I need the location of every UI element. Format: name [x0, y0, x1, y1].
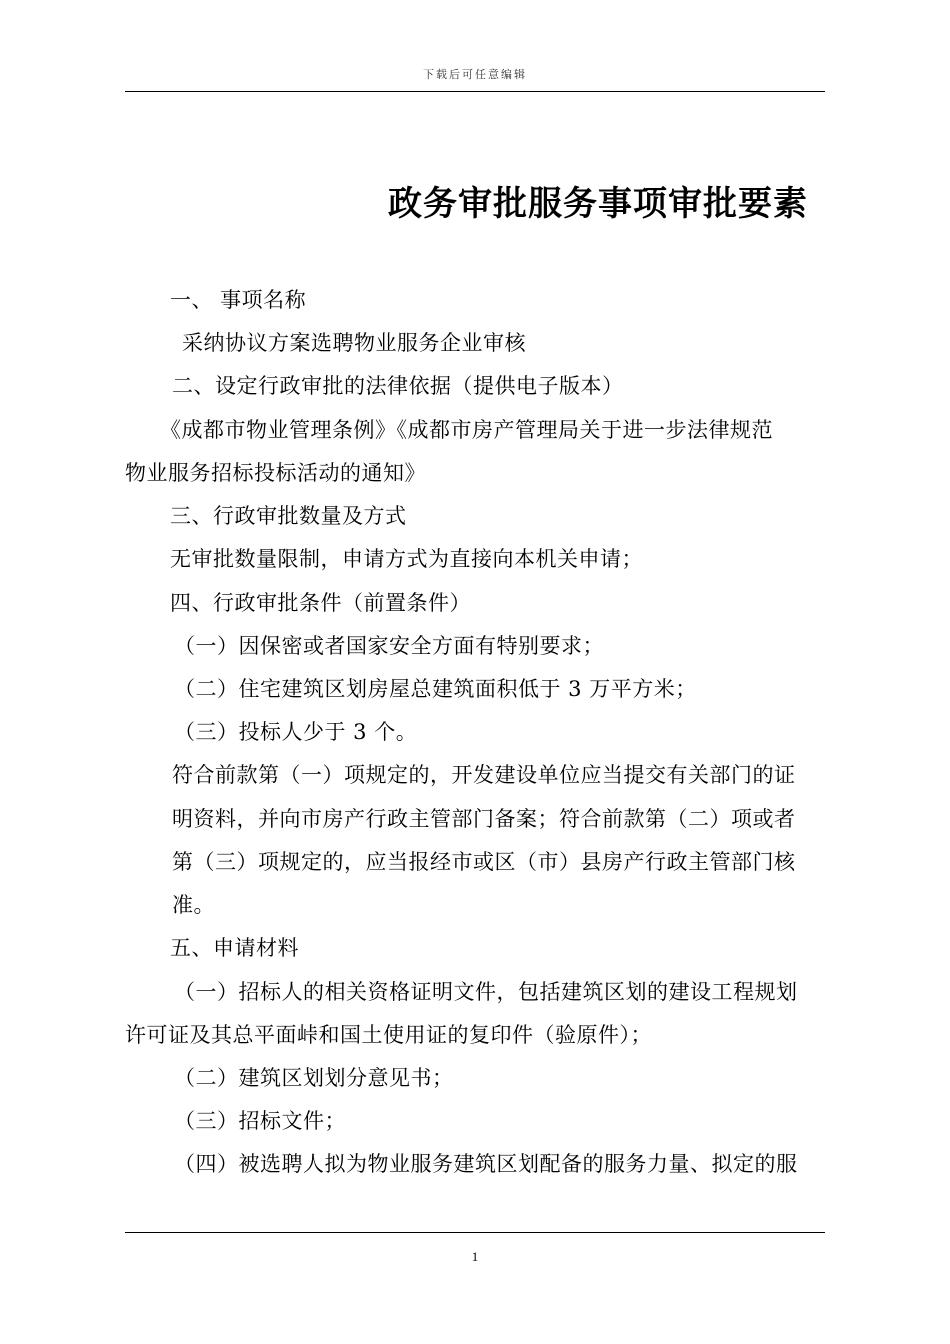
section-heading-item-name: 一、 事项名称	[170, 288, 307, 312]
condition-note-line-4: 准。	[172, 893, 215, 917]
header-note: 下载后可任意编辑	[423, 68, 527, 81]
item-name-text: 采纳协议方案选聘物业服务企业审核	[182, 331, 526, 355]
section-heading-quantity-method: 三、行政审批数量及方式	[170, 504, 407, 528]
document-title: 政务审批服务事项审批要素	[388, 184, 808, 224]
section-heading-legal-basis: 二、设定行政审批的法律依据（提供电子版本）	[172, 374, 624, 398]
page-number: 1	[471, 1249, 479, 1264]
condition-note-line-2: 明资料，并向市房产行政主管部门备案；符合前款第（二）项或者	[172, 807, 796, 831]
material-item-1-line-2: 许可证及其总平面峠和国土使用证的复印件（验原件）；	[125, 1023, 652, 1047]
quantity-method-text: 无审批数量限制，申请方式为直接向本机关申请；	[170, 547, 643, 571]
legal-basis-text-line-2: 物业服务招标投标活动的通知》	[125, 461, 426, 485]
section-heading-materials: 五、申请材料	[170, 936, 299, 960]
footer-rule	[125, 1232, 825, 1233]
section-heading-conditions: 四、行政审批条件（前置条件）	[170, 591, 471, 615]
condition-note-line-1: 符合前款第（一）项规定的，开发建设单位应当提交有关部门的证	[172, 763, 796, 787]
condition-note-line-3: 第（三）项规定的，应当报经市或区（市）县房产行政主管部门核	[172, 850, 796, 874]
condition-item-1: （一）因保密或者国家安全方面有特别要求；	[174, 634, 604, 658]
material-item-2: （二）建筑区划划分意见书；	[174, 1066, 454, 1090]
legal-basis-text-line-1: 《成都市物业管理条例》《成都市房产管理局关于进一步法律规范	[160, 418, 773, 442]
material-item-4-line-1: （四）被选聘人拟为物业服务建筑区划配备的服务力量、拟定的服	[174, 1152, 798, 1176]
condition-item-3: （三）投标人少于 3 个。	[174, 720, 418, 744]
material-item-3: （三）招标文件；	[174, 1109, 346, 1133]
condition-item-2: （二）住宅建筑区划房屋总建筑面积低于 3 万平方米；	[174, 677, 697, 701]
header-rule	[125, 91, 825, 92]
material-item-1-line-1: （一）招标人的相关资格证明文件，包括建筑区划的建设工程规划	[174, 980, 798, 1004]
